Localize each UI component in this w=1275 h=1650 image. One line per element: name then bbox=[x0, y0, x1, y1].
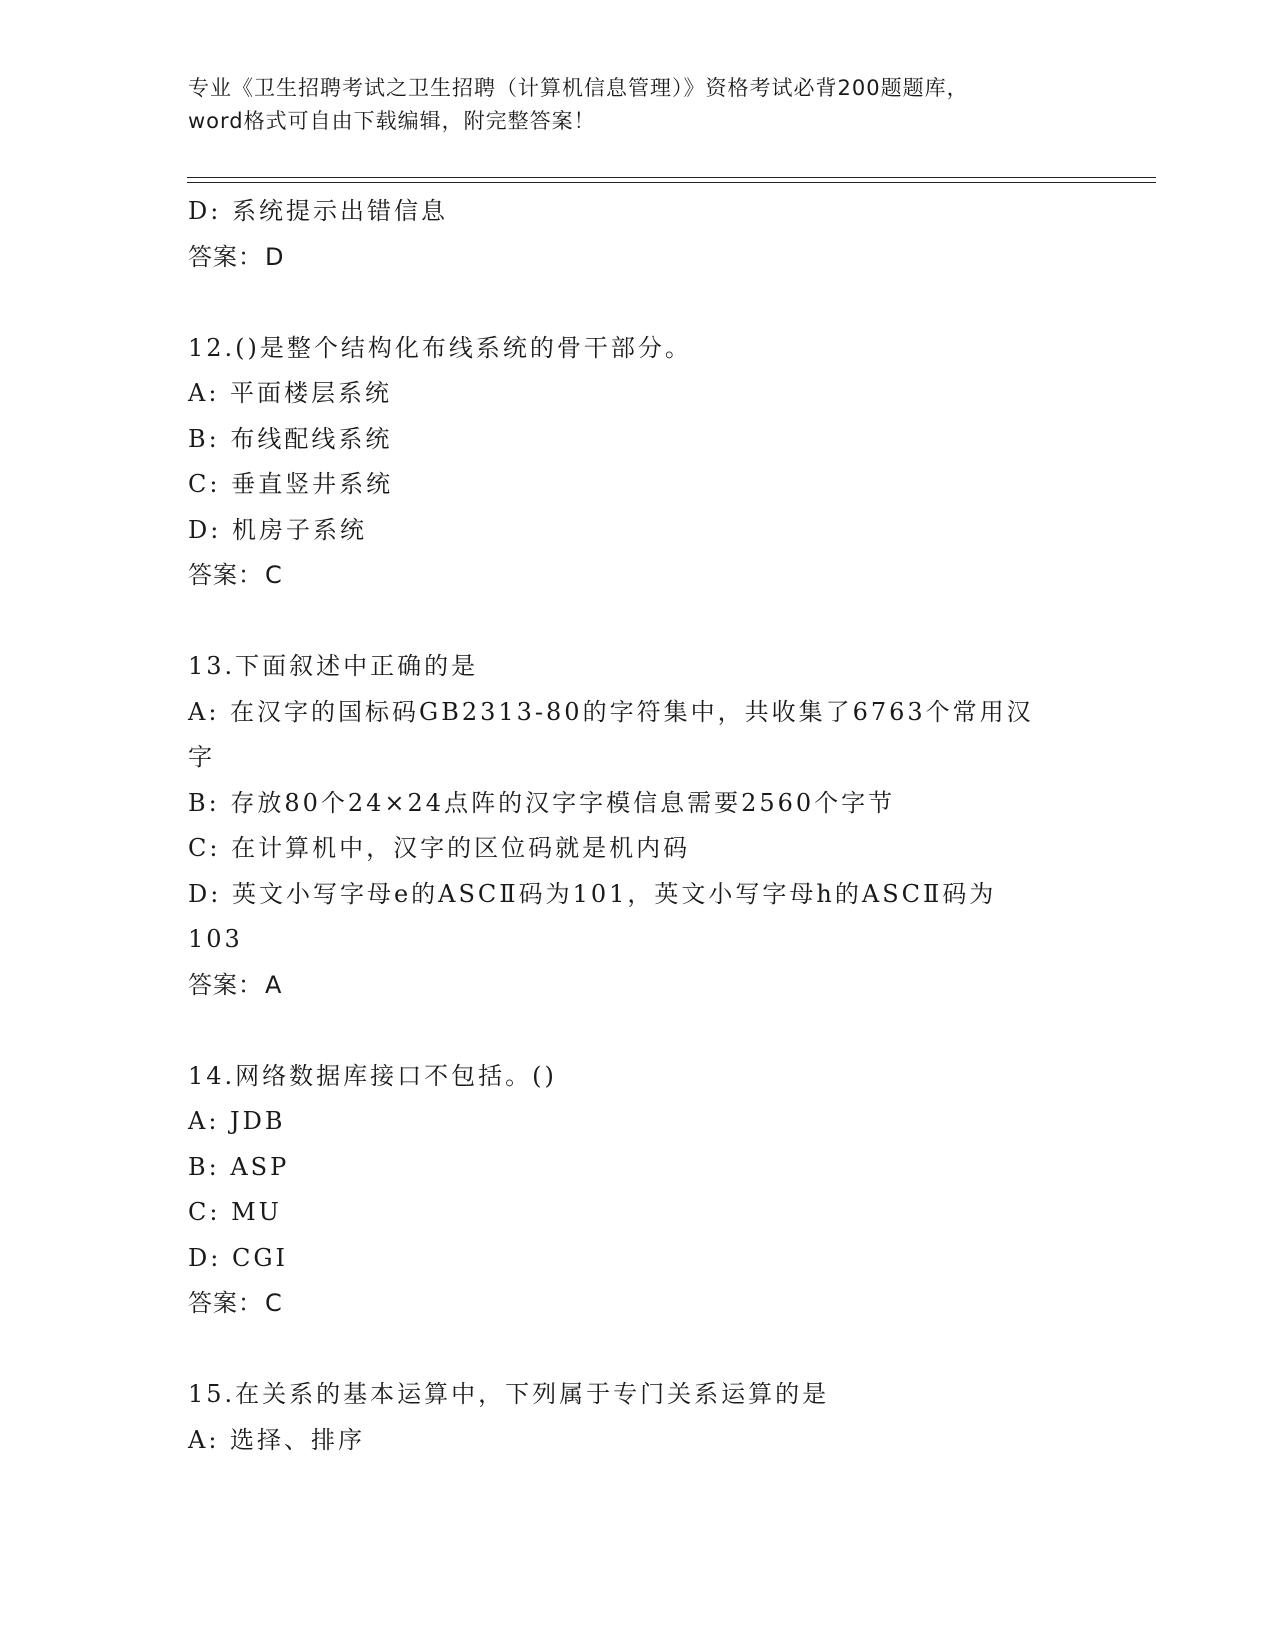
option-a: A: 选择、排序 bbox=[188, 1425, 366, 1454]
answer-line bbox=[188, 235, 1088, 281]
header-title-line-2: word格式可自由下载编辑，附完整答案！ bbox=[188, 109, 596, 133]
document-header bbox=[188, 72, 1088, 138]
option-c: C: MU bbox=[188, 1198, 282, 1226]
option-d-continued: 103 bbox=[188, 925, 243, 953]
header-divider-bottom bbox=[187, 182, 1156, 183]
option-a: A: 平面楼层系统 bbox=[188, 379, 393, 407]
answer-line bbox=[188, 1281, 1088, 1327]
answer-line bbox=[188, 963, 1088, 1009]
question-stem: 15.在关系的基本运算中，下列属于专门关系运算的是 bbox=[188, 1380, 830, 1408]
answer-label: 答案： bbox=[188, 1289, 263, 1317]
question-12 bbox=[188, 326, 1088, 599]
answer-label: 答案： bbox=[188, 561, 263, 589]
question-14 bbox=[188, 1054, 1088, 1327]
option-d: D: 英文小写字母e的ASCⅡ码为101，英文小写字母h的ASCⅡ码为 bbox=[188, 879, 997, 908]
question-list bbox=[188, 189, 1088, 1463]
option-d: D: CGI bbox=[188, 1243, 288, 1272]
option-a: A: JDB bbox=[188, 1107, 286, 1135]
option-a: A: 在汉字的国标码GB2313-80的字符集中，共收集了6763个常用汉 bbox=[188, 697, 1034, 726]
header-divider-top bbox=[187, 177, 1156, 178]
answer-value: A bbox=[265, 970, 283, 999]
question-stem: 14.网络数据库接口不包括。() bbox=[188, 1061, 557, 1090]
option-d: D: 系统提示出错信息 bbox=[188, 197, 448, 225]
option-b: B: 布线配线系统 bbox=[188, 424, 393, 453]
option-b: B: 存放80个24×24点阵的汉字字模信息需要2560个字节 bbox=[188, 788, 896, 817]
answer-label: 答案： bbox=[188, 970, 263, 999]
option-c: C: 在计算机中，汉字的区位码就是机内码 bbox=[188, 834, 691, 862]
question-15 bbox=[188, 1372, 1088, 1463]
answer-label: 答案： bbox=[188, 242, 263, 271]
option-b: B: ASP bbox=[188, 1152, 290, 1181]
question-13 bbox=[188, 644, 1088, 1008]
answer-line bbox=[188, 553, 1088, 599]
answer-value: C bbox=[265, 561, 283, 589]
question-stem: 13.下面叙述中正确的是 bbox=[188, 652, 479, 680]
question-stem: 12.()是整个结构化布线系统的骨干部分。 bbox=[188, 333, 692, 362]
option-c: C: 垂直竖井系统 bbox=[188, 470, 394, 498]
option-d: D: 机房子系统 bbox=[188, 515, 367, 544]
answer-value: D bbox=[265, 242, 285, 271]
option-a-continued: 字 bbox=[188, 743, 215, 771]
answer-value: C bbox=[265, 1289, 283, 1317]
header-title-line-1: 专业《卫生招聘考试之卫生招聘（计算机信息管理）》资格考试必背200题题库， bbox=[188, 76, 969, 100]
